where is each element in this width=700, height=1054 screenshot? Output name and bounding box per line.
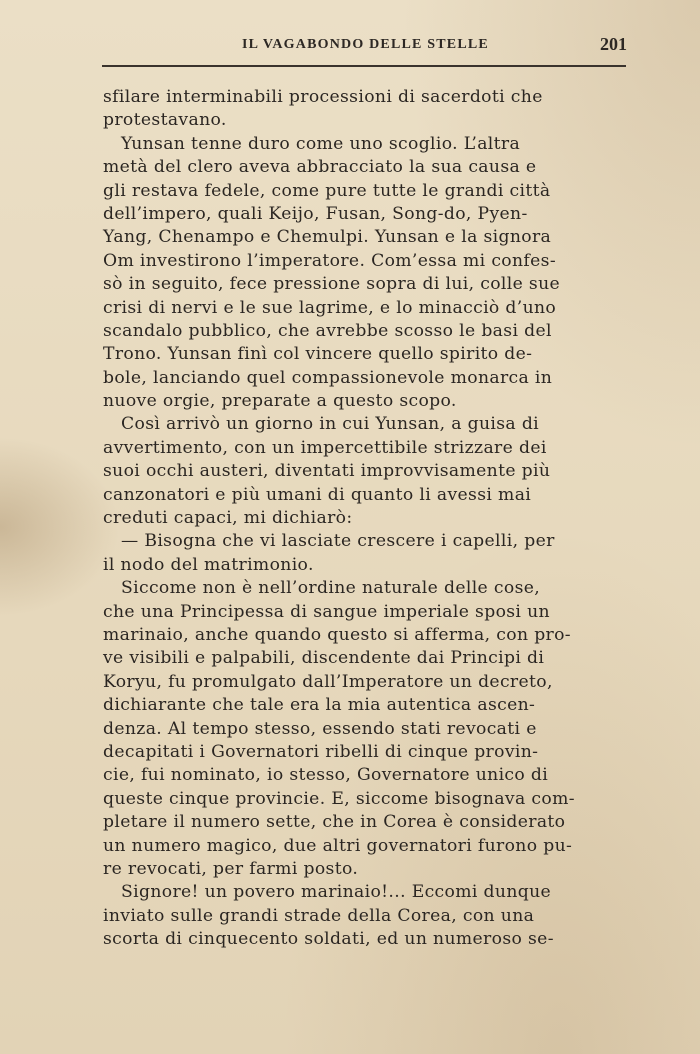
text-line: queste cinque provincie. E, siccome bisognava com- <box>103 788 575 809</box>
text-line: un numero magico, due altri governatori furono pu- <box>103 835 573 856</box>
text-line: metà del clero aveva abbracciato la sua causa e <box>103 157 537 178</box>
text-line: Om investirono l’imperatore. Com’essa mi confes- <box>103 250 556 271</box>
text-line: il nodo del matrimonio. <box>103 554 314 575</box>
text-line: scandalo pubblico, che avrebbe scosso le basi del <box>103 320 552 341</box>
text-line: Koryu, fu promulgato dall’Imperatore un decreto, <box>103 671 553 692</box>
text-line: ve visibili e palpabili, discendente dai Principi di <box>103 648 545 669</box>
text-line: denza. Al tempo stesso, essendo stati revocati e <box>103 718 537 739</box>
page-number: 201 <box>600 34 627 54</box>
text-line: Yang, Chenampo e Chemulpi. Yunsan e la signora <box>103 227 552 248</box>
text-line: dichiarante che tale era la mia autentica ascen- <box>103 695 536 716</box>
text-line: dell’impero, quali Keijo, Fusan, Song-do, Pyen- <box>103 203 528 224</box>
text-line: nuove orgie, preparate a questo scopo. <box>103 391 457 412</box>
text-line: Siccome non è nell’ordine naturale delle cose, <box>121 578 541 599</box>
running-title: IL VAGABONDO DELLE STELLE <box>242 37 489 52</box>
text-line: bole, lanciando quel compassionevole monarca in <box>103 367 553 388</box>
text-line: suoi occhi austeri, diventati improvvisamente più <box>103 461 551 482</box>
text-line: re revocati, per farmi posto. <box>103 858 359 879</box>
text-line: — Bisogna che vi lasciate crescere i capelli, per <box>121 531 555 552</box>
text-line: avvertimento, con un impercettibile strizzare dei <box>103 437 547 458</box>
text-line: Trono. Yunsan finì col vincere quello spirito de- <box>103 344 533 365</box>
text-line: Yunsan tenne duro come uno scoglio. L’altra <box>121 133 521 154</box>
text-line: crisi di nervi e le sue lagrime, e lo minacciò d’uno <box>103 297 557 318</box>
text-line: creduti capaci, mi dichiarò: <box>103 508 353 529</box>
text-line: scorta di cinquecento soldati, ed un numeroso se- <box>103 929 554 950</box>
text-line: sfilare interminabili processioni di sacerdoti che <box>103 87 543 107</box>
text-line: Così arrivò un giorno in cui Yunsan, a guisa di <box>121 414 540 435</box>
text-line: Signore! un povero marinaio!... Eccomi dunque <box>121 882 552 903</box>
text-line: cie, fui nominato, io stesso, Governatore unico di <box>103 765 549 786</box>
text-line: canzonatori e più umani di quanto li avessi mai <box>103 484 532 505</box>
text-line: pletare il numero sette, che in Corea è considerato <box>103 812 566 833</box>
text-line: protestavano. <box>103 110 227 131</box>
body-text <box>103 86 629 951</box>
page-header <box>102 34 630 58</box>
header-rule <box>102 65 626 67</box>
text-line: inviato sulle grandi strade della Corea, con una <box>103 905 535 926</box>
text-line: decapitati i Governatori ribelli di cinque provin- <box>103 741 539 762</box>
text-line: sò in seguito, fece pressione sopra di lui, colle sue <box>103 274 561 295</box>
text-line: gli restava fedele, come pure tutte le grandi città <box>103 180 551 201</box>
text-line: che una Principessa di sangue imperiale sposi un <box>103 601 550 622</box>
text-line: marinaio, anche quando questo si afferma, con pro- <box>103 624 571 645</box>
